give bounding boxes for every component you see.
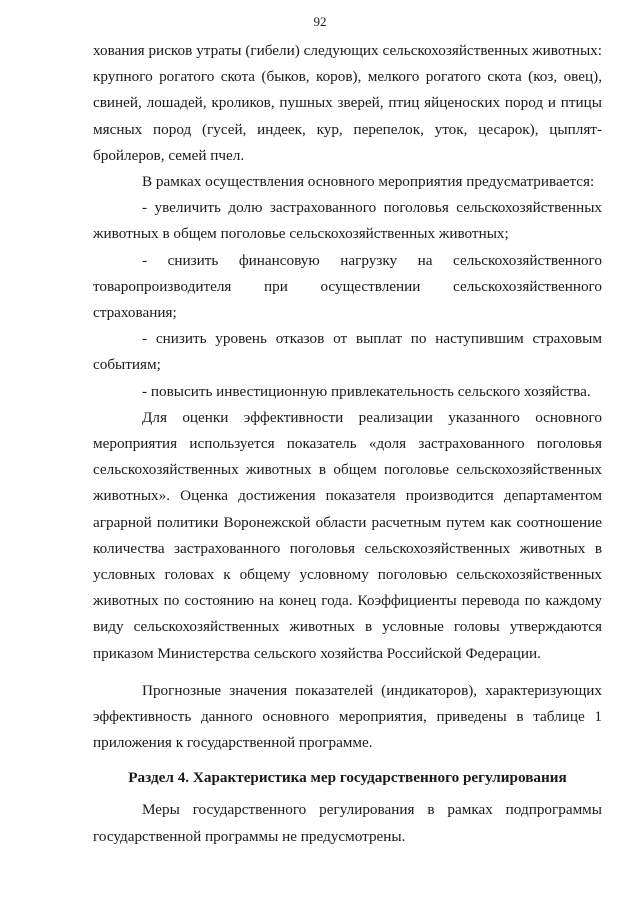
paragraph-continuation: хования рисков утраты (гибели) следующих сельскохозяйственных животных: крупного рогатого скота (быков, коров), мелкого рогатого скота (коз, овец), свиней, лошадей, кроликов, пушных зверей, птиц яйценоских пород и птицы мясных пород (гусей, индеек, кур, перепелок, уток, цесарок), цыплят-бройлеров, семей пчел. <box>93 42 602 164</box>
list-item: - увеличить долю застрахованного поголовья сельскохозяйственных животных в общем поголовье сельскохозяйственных животных; <box>93 199 602 243</box>
paragraph-forecast: Прогнозные значения показателей (индикаторов), характеризующих эффективность данного основного мероприятия, приведены в таблице 1 приложения к государственной программе. <box>93 681 602 752</box>
page-number: 92 <box>313 14 327 29</box>
section-paragraph: Меры государственного регулирования в рамках подпрограммы государственной программы не предусмотрены. <box>93 801 602 845</box>
list-item: - повысить инвестиционную привлекательность сельского хозяйства. <box>142 382 591 400</box>
list-item: - снизить уровень отказов от выплат по наступившим страховым событиям; <box>93 330 602 374</box>
paragraph-intro: В рамках осуществления основного мероприятия предусматривается: <box>142 173 595 191</box>
page-content <box>93 38 602 850</box>
section-heading: Раздел 4. Характеристика мер государственного регулирования <box>128 769 567 787</box>
list-item: - снизить финансовую нагрузку на сельскохозяйственного товаропроизводителя при осуществлении сельскохозяйственного страхования; <box>93 251 602 322</box>
paragraph-indicator: Для оценки эффективности реализации указанного основного мероприятия используется показатель «доля застрахованного поголовья сельскохозяйственных животных в общем поголовье сельскохозяйственных животных». Оценка достижения показателя производится департаментом аграрной политики Воронежской области расчетным путем как соотношение количества застрахованного поголовья сельскохозяйственных животных в условных головах к общему условному поголовью сельскохозяйственных животных по состоянию на конец года. Коэффициенты перевода по каждому виду сельскохозяйственных животных в условные головы утверждаются приказом Министерства сельского хозяйства Российской Федерации. <box>93 408 602 662</box>
